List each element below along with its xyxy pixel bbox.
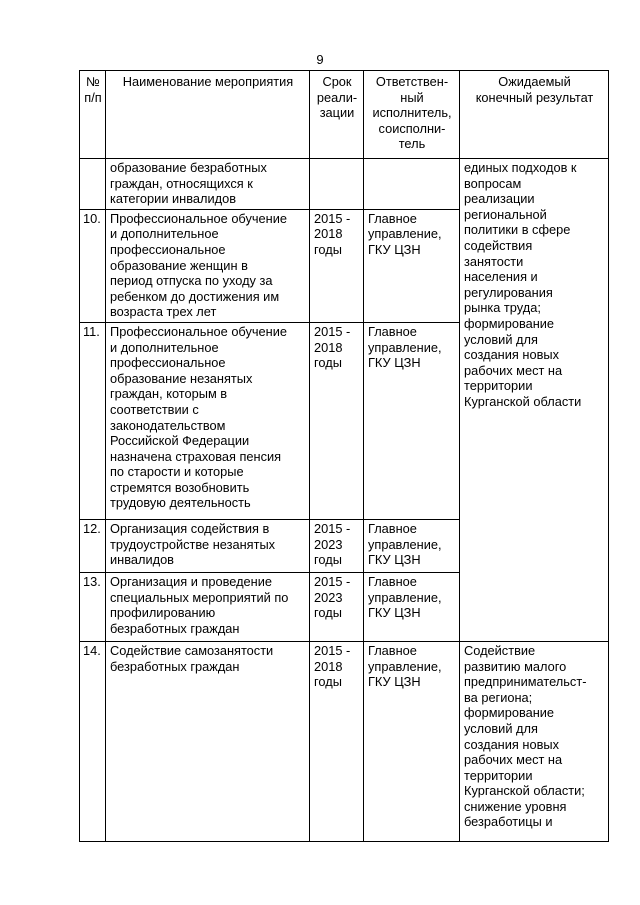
row-term: 2015 - 2023 годы — [310, 572, 364, 641]
row-executor: Главное управление, ГКУ ЦЗН — [364, 641, 460, 841]
row-num: 14. — [80, 641, 106, 841]
row-result-group-b: Содействие развитию малого предпринимательст- ва региона; формирование условий для создания новых рабочих мест на территории Курганской области; снижение уровня безработицы и — [460, 641, 609, 841]
row-num: 10. — [80, 209, 106, 322]
row-term: 2015 - 2023 годы — [310, 519, 364, 572]
row-executor — [364, 159, 460, 210]
measures-table — [79, 70, 609, 842]
page-number: 9 — [316, 52, 324, 67]
row-num: 12. — [80, 519, 106, 572]
row-name: Профессиональное обучение и дополнительное профессиональное образование женщин в период отпуска по уходу за ребенком до достижения им возраста трех лет — [106, 209, 310, 322]
row-result-group-a: единых подходов к вопросам реализации региональной политики в сфере содействия занятости населения и регулирования рынка труда; формирование условий для создания новых рабочих мест на территории Курганской области — [460, 159, 609, 642]
row-num: 11. — [80, 322, 106, 519]
row-name: образование безработных граждан, относящихся к категории инвалидов — [106, 159, 310, 210]
header-result: Ожидаемый конечный результат — [460, 71, 609, 159]
row-num — [80, 159, 106, 210]
row-name: Содействие самозанятости безработных граждан — [106, 641, 310, 841]
table-row — [80, 641, 609, 841]
header-executor: Ответствен- ный исполнитель, соисполни- тель — [364, 71, 460, 159]
table-header-row — [80, 71, 609, 159]
row-name: Профессиональное обучение и дополнительное профессиональное образование незанятых граждан, которым в соответствии с законодательством Российской Федерации назначена страховая пенсия по старости и которые стремятся возобновить трудовую деятельность — [106, 322, 310, 519]
table-row — [80, 159, 609, 210]
row-executor: Главное управление, ГКУ ЦЗН — [364, 322, 460, 519]
row-executor: Главное управление, ГКУ ЦЗН — [364, 209, 460, 322]
header-name: Наименование мероприятия — [106, 71, 310, 159]
row-term: 2015 - 2018 годы — [310, 209, 364, 322]
row-executor: Главное управление, ГКУ ЦЗН — [364, 519, 460, 572]
row-name: Организация и проведение специальных мероприятий по профилированию безработных граждан — [106, 572, 310, 641]
header-num: № п/п — [80, 71, 106, 159]
row-executor: Главное управление, ГКУ ЦЗН — [364, 572, 460, 641]
row-term: 2015 - 2018 годы — [310, 322, 364, 519]
row-term — [310, 159, 364, 210]
row-term: 2015 - 2018 годы — [310, 641, 364, 841]
row-num: 13. — [80, 572, 106, 641]
header-term: Срок реали- зации — [310, 71, 364, 159]
row-name: Организация содействия в трудоустройстве незанятых инвалидов — [106, 519, 310, 572]
